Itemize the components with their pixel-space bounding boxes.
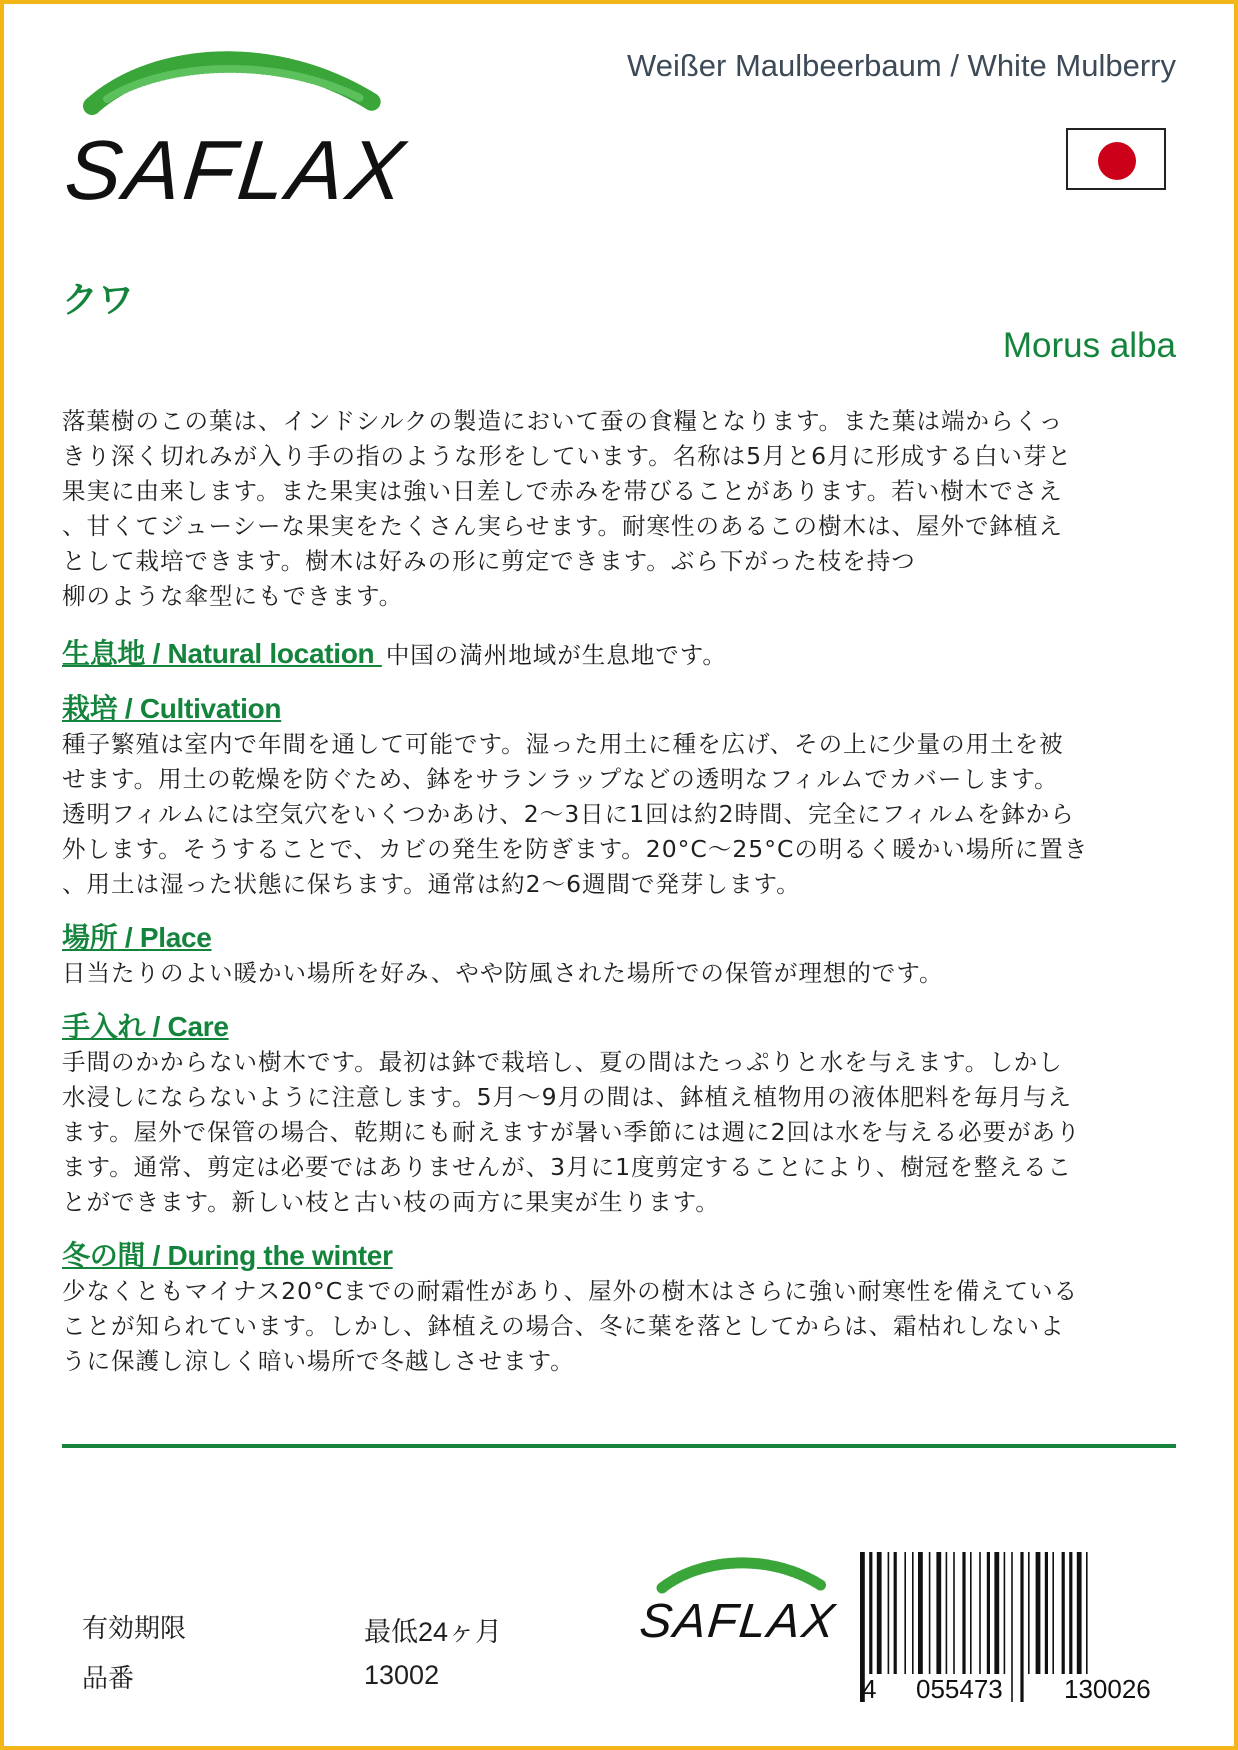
- text-line: 落葉樹のこの葉は、インドシルクの製造において蚕の食糧となります。また葉は端からくっ: [62, 407, 1064, 435]
- natural-location-heading: 生息地 / Natural location: [62, 638, 382, 669]
- text-line: うに保護し涼しく暗い場所で冬越しさせます。: [62, 1347, 575, 1375]
- barcode-lead-digit: 4: [862, 1674, 877, 1704]
- barcode-bar: [912, 1552, 914, 1674]
- text-line: 柳のような傘型にもできます。: [62, 582, 404, 610]
- barcode-bar: [970, 1552, 972, 1674]
- barcode-bar: [877, 1552, 882, 1674]
- barcode-bar: [953, 1552, 955, 1674]
- text-line: 種子繁殖は室内で年間を通して可能です。湿った用土に種を広げ、その上に少量の用土を被: [62, 730, 1064, 758]
- text-line: 果実に由来します。また果実は強い日差しで赤みを帯びることがあります。若い樹木でさえ: [62, 477, 1063, 505]
- text-line: 水浸しにならないように注意します。5月～9月の間は、鉢植え植物用の液体肥料を毎月与え: [62, 1083, 1073, 1111]
- care-heading: 手入れ / Care: [62, 1011, 229, 1042]
- barcode-bar: [918, 1552, 923, 1674]
- item-number-value: 13002: [364, 1660, 440, 1690]
- barcode-bar: [979, 1552, 981, 1674]
- text-line: 、甘くてジューシーな果実をたくさん実らせます。耐寒性のあるこの樹木は、屋外で鉢植え: [62, 512, 1063, 540]
- barcode-bar: [962, 1552, 965, 1674]
- winter-heading: 冬の間 / During the winter: [62, 1240, 393, 1271]
- japanese-title: クワ: [62, 280, 135, 321]
- barcode-bar: [1052, 1552, 1054, 1674]
- footer-divider: [62, 1444, 1176, 1448]
- saflax-logo: [61, 44, 412, 217]
- barcode-bar: [936, 1552, 941, 1674]
- barcode-bar: [869, 1552, 872, 1674]
- text-line: ことが知られています。しかし、鉢植えの場合、冬に葉を落としてからは、霜枯れしないよ: [62, 1312, 1065, 1340]
- care-section: [62, 1005, 1182, 1220]
- barcode-bar: [1036, 1552, 1041, 1674]
- barcode-bar: [888, 1552, 890, 1674]
- grass-swoosh-icon: [62, 44, 402, 134]
- cultivation-section: [62, 687, 1182, 902]
- logo-wordmark: SAFLAX: [61, 123, 412, 217]
- japan-flag-icon: [1066, 128, 1166, 190]
- barcode-bar: [987, 1552, 990, 1674]
- text-line: 手間のかからない樹木です。最初は鉢で栽培し、夏の間はたっぷりと水を与えます。しかし: [62, 1048, 1063, 1076]
- place-section: [62, 916, 1182, 991]
- cultivation-heading: 栽培 / Cultivation: [62, 693, 282, 724]
- barcode-bar: [994, 1552, 999, 1674]
- barcode-right-digits: 130026: [1064, 1674, 1151, 1704]
- barcode-bar: [1045, 1552, 1048, 1674]
- latin-name: Morus alba: [1002, 326, 1176, 365]
- barcode-bar: [1004, 1552, 1006, 1674]
- text-line: 日当たりのよい暖かい場所を好み、やや防風された場所での保管が理想的です。: [62, 959, 944, 987]
- natural-location-text: 中国の満州地域が生息地です。: [385, 641, 727, 669]
- barcode-bar: [1069, 1552, 1072, 1674]
- barcode-bar: [1011, 1552, 1013, 1702]
- barcode-bar: [1062, 1552, 1065, 1674]
- text-line: ます。屋外で保管の場合、乾期にも耐えますが暑い季節には週に2回は水を与える必要があり: [62, 1118, 1081, 1146]
- place-heading: 場所 / Place: [62, 922, 212, 953]
- saflax-logo-small: [637, 1552, 840, 1662]
- barcode-bar: [929, 1552, 931, 1674]
- expiry-value: 最低24ヶ月: [364, 1617, 503, 1647]
- text-line: として栽培できます。樹木は好みの形に剪定できます。ぶら下がった枝を持つ: [62, 547, 916, 575]
- winter-section: [62, 1234, 1182, 1379]
- description-content: [62, 404, 1182, 1379]
- intro-paragraph: [62, 404, 1182, 614]
- barcode-bar: [894, 1552, 897, 1674]
- text-line: 少なくともマイナス20°Cまでの耐霜性があり、屋外の樹木はさらに強い耐寒性を備えている: [62, 1277, 1079, 1305]
- barcode-bar: [1028, 1552, 1030, 1674]
- natural-location-section: [62, 636, 1182, 673]
- text-line: せます。用土の乾燥を防ぐため、鉢をサランラップなどの透明なフィルムでカバーします。: [62, 765, 1059, 793]
- product-name-header: Weißer Maulbeerbaum / White Mulberry: [627, 48, 1176, 83]
- text-line: 外します。そうすることで、カビの発生を防ぎます。20°C〜25°Cの明るく暖かい場所に置き: [62, 835, 1089, 863]
- text-line: きり深く切れみが入り手の指のような形をしています。名称は5月と6月に形成する白い芽と: [62, 442, 1073, 470]
- text-line: ます。通常、剪定は必要ではありませんが、3月に1度剪定することにより、樹冠を整えるこ: [62, 1153, 1073, 1181]
- expiry-label: 有効期限: [82, 1614, 187, 1644]
- text-line: 、用土は湿った状態に保ちます。通常は約2～6週間で発芽します。: [62, 870, 801, 898]
- item-number-label: 品番: [82, 1664, 135, 1694]
- barcode-bar: [904, 1552, 906, 1674]
- barcode-bar: [1086, 1552, 1088, 1674]
- barcode-left-digits: 055473: [916, 1674, 1003, 1704]
- flag-sun-disc: [1098, 142, 1136, 180]
- barcode-bar: [1077, 1552, 1082, 1674]
- text-line: とができます。新しい枝と古い枝の両方に果実が生ります。: [62, 1188, 720, 1216]
- barcode-bar: [1020, 1552, 1023, 1702]
- logo-wordmark-small: SAFLAX: [637, 1595, 839, 1648]
- text-line: 透明フィルムには空気穴をいくつかあけ、2～3日に1回は約2時間、完全にフィルムを鉢から: [62, 800, 1075, 828]
- barcode-bar: [946, 1552, 948, 1674]
